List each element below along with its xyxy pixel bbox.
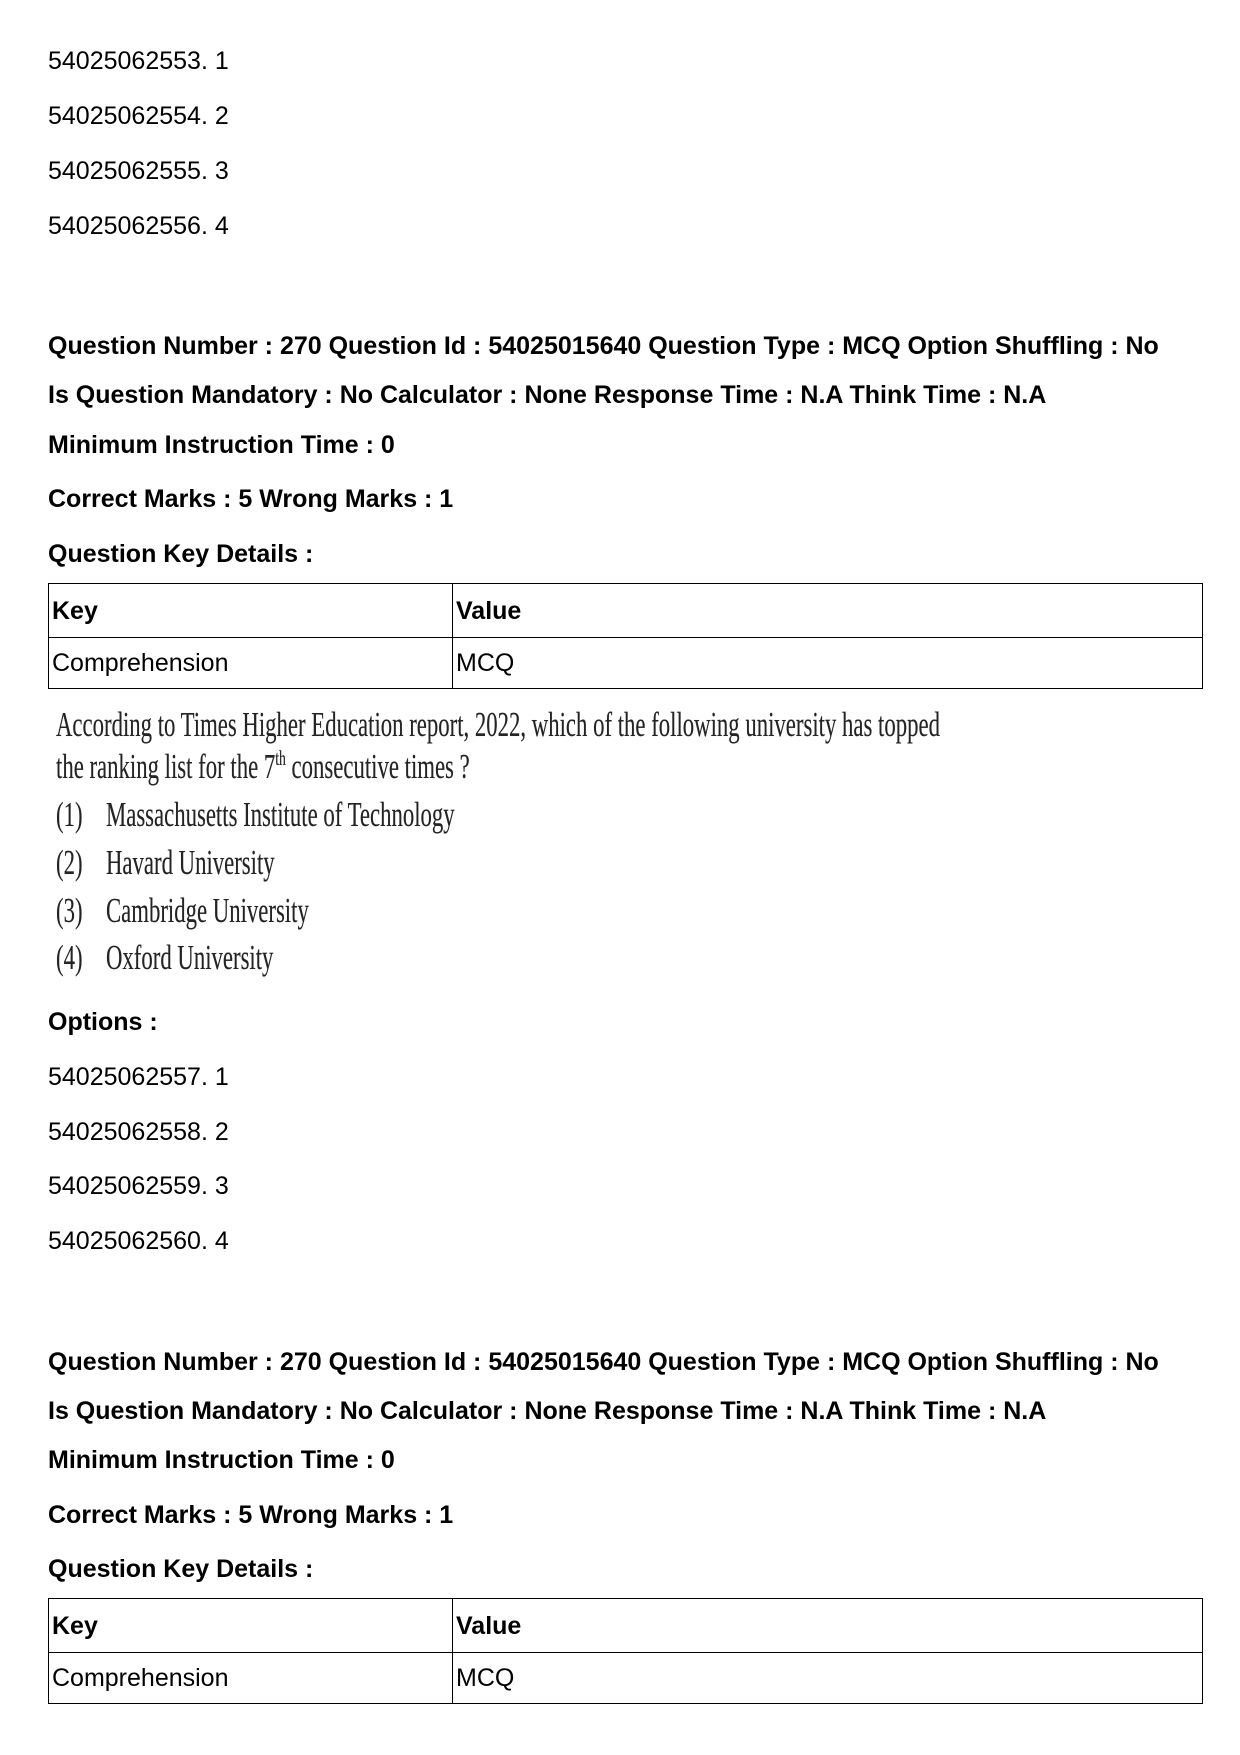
question-stem-line bbox=[56, 747, 470, 787]
question-number-line: Question Number : 270 Question Id : 54025015640 Question Type : MCQ Option Shuffling : No bbox=[48, 332, 1159, 360]
key-column-header: Key bbox=[49, 584, 453, 638]
question-key-details-label: Question Key Details : bbox=[48, 1555, 314, 1583]
table-row bbox=[49, 1653, 1203, 1704]
choice-text: Oxford University bbox=[106, 938, 274, 977]
value-column-header: Value bbox=[453, 584, 1203, 638]
table-header-row bbox=[49, 584, 1203, 638]
question-key-table bbox=[48, 583, 1203, 689]
stem-text: the ranking list for the 7 bbox=[56, 747, 276, 786]
question-key-table bbox=[48, 1598, 1203, 1704]
question-mandatory-line: Is Question Mandatory : No Calculator : None Response Time : N.A Think Time : N.A bbox=[48, 1397, 1047, 1425]
value-cell: MCQ bbox=[453, 638, 1203, 689]
min-instruction-time-line: Minimum Instruction Time : 0 bbox=[48, 1446, 395, 1474]
table-row bbox=[49, 638, 1203, 689]
option-line: 54025062553. 1 bbox=[48, 47, 229, 75]
key-cell: Comprehension bbox=[49, 1653, 453, 1704]
question-number-line: Question Number : 270 Question Id : 54025015640 Question Type : MCQ Option Shuffling : No bbox=[48, 1348, 1159, 1376]
key-column-header: Key bbox=[49, 1599, 453, 1653]
marks-line: Correct Marks : 5 Wrong Marks : 1 bbox=[48, 485, 454, 513]
choice-text: Massachusetts Institute of Technology bbox=[106, 795, 455, 834]
question-image bbox=[48, 700, 988, 990]
superscript: th bbox=[275, 746, 286, 770]
question-key-details-label: Question Key Details : bbox=[48, 540, 314, 568]
stem-text: consecutive times ? bbox=[285, 747, 470, 786]
option-line: 54025062559. 3 bbox=[48, 1172, 229, 1200]
choice-number: (2) bbox=[56, 843, 83, 882]
option-line: 54025062558. 2 bbox=[48, 1118, 229, 1146]
question-mandatory-line: Is Question Mandatory : No Calculator : None Response Time : N.A Think Time : N.A bbox=[48, 381, 1047, 409]
choice-number: (4) bbox=[56, 938, 83, 977]
option-line: 54025062556. 4 bbox=[48, 212, 229, 240]
option-line: 54025062555. 3 bbox=[48, 157, 229, 185]
option-line: 54025062557. 1 bbox=[48, 1063, 229, 1091]
choice-number: (3) bbox=[56, 891, 83, 930]
min-instruction-time-line: Minimum Instruction Time : 0 bbox=[48, 431, 395, 459]
options-label: Options : bbox=[48, 1008, 158, 1036]
choice-text: Cambridge University bbox=[106, 891, 309, 930]
option-line: 54025062560. 4 bbox=[48, 1227, 229, 1255]
option-line: 54025062554. 2 bbox=[48, 102, 229, 130]
choice-text: Havard University bbox=[106, 843, 275, 882]
table-header-row bbox=[49, 1599, 1203, 1653]
choice-number: (1) bbox=[56, 795, 83, 834]
value-column-header: Value bbox=[453, 1599, 1203, 1653]
key-cell: Comprehension bbox=[49, 638, 453, 689]
value-cell: MCQ bbox=[453, 1653, 1203, 1704]
question-stem-line: According to Times Higher Education report, 2022, which of the following university has topped bbox=[56, 705, 940, 744]
marks-line: Correct Marks : 5 Wrong Marks : 1 bbox=[48, 1501, 454, 1529]
